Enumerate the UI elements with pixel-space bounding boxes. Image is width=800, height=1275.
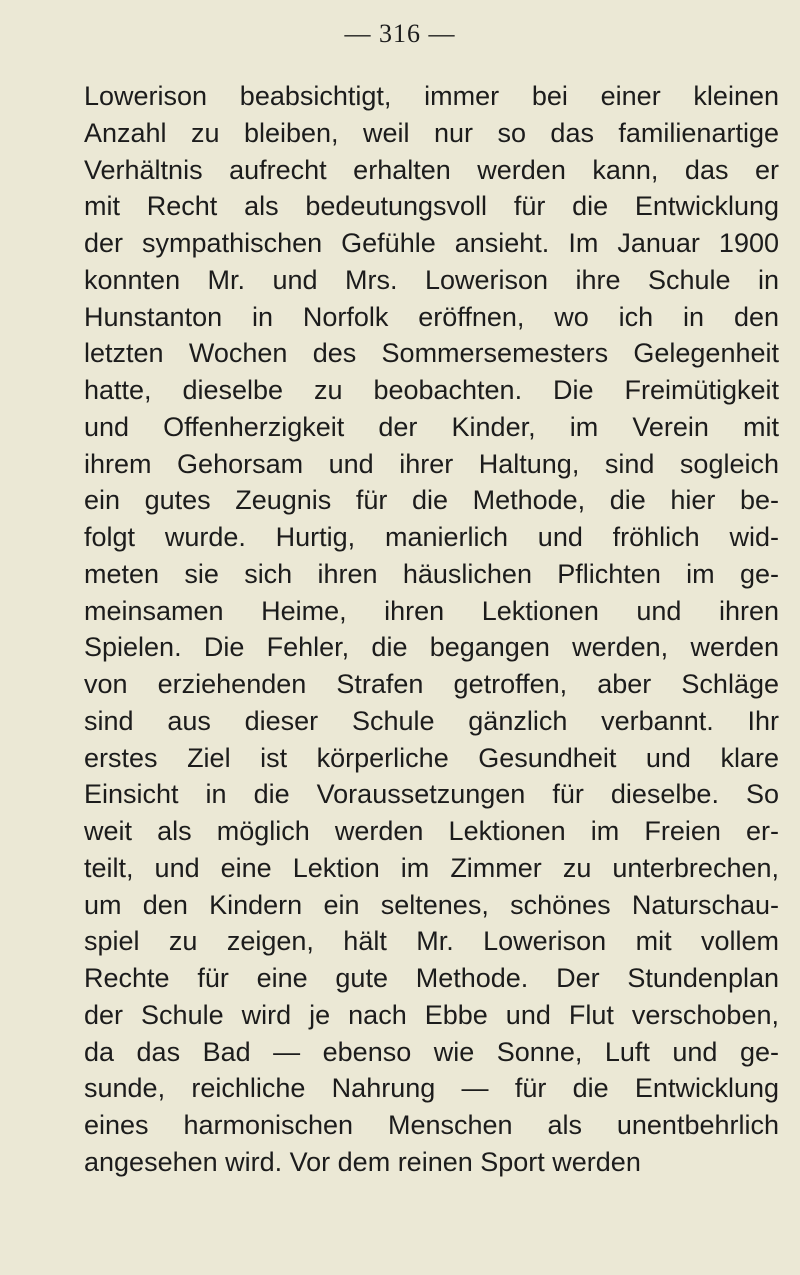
text-line: sunde, reichliche Nahrung — für die Entwicklung bbox=[84, 1073, 779, 1104]
text-line: spiel zu zeigen, hält Mr. Lowerison mit vollem bbox=[84, 926, 779, 957]
text-line: angesehen wird. Vor dem reinen Sport werden bbox=[84, 1146, 641, 1177]
text-line: meinsamen Heime, ihren Lektionen und ihren bbox=[84, 595, 779, 626]
text-line: meten sie sich ihren häuslichen Pflichten im ge- bbox=[84, 558, 779, 589]
page-number: — 316 — bbox=[344, 19, 456, 48]
text-line: um den Kindern ein seltenes, schönes Naturschau- bbox=[84, 889, 779, 920]
body-text bbox=[84, 78, 779, 1181]
text-line: und Offenherzigkeit der Kinder, im Verein mit bbox=[84, 411, 779, 442]
text-line: der sympathischen Gefühle ansieht. Im Januar 1900 bbox=[84, 228, 779, 258]
text-line: Spielen. Die Fehler, die begangen werden, werden bbox=[84, 632, 779, 663]
text-line: folgt wurde. Hurtig, manierlich und fröhlich wid- bbox=[84, 522, 779, 552]
text-line: Hunstanton in Norfolk eröffnen, wo ich in den bbox=[84, 301, 779, 332]
text-line: eines harmonischen Menschen als unentbehrlich bbox=[84, 1110, 779, 1140]
text-line: konnten Mr. und Mrs. Lowerison ihre Schule in bbox=[84, 264, 779, 295]
text-line: mit Recht als bedeutungsvoll für die Entwicklung bbox=[84, 191, 779, 222]
text-line: Rechte für eine gute Methode. Der Stundenplan bbox=[84, 963, 779, 993]
text-line: weit als möglich werden Lektionen im Freien er- bbox=[84, 816, 779, 846]
text-line: erstes Ziel ist körperliche Gesundheit und klare bbox=[84, 742, 779, 773]
text-line: letzten Wochen des Sommersemesters Gelegenheit bbox=[84, 338, 779, 369]
text-line: von erziehenden Strafen getroffen, aber Schläge bbox=[84, 669, 779, 699]
text-line: Lowerison beabsichtigt, immer bei einer kleinen bbox=[84, 81, 779, 111]
text-line: ihrem Gehorsam und ihrer Haltung, sind sogleich bbox=[84, 448, 779, 479]
text-line: da das Bad — ebenso wie Sonne, Luft und ge- bbox=[84, 1036, 779, 1067]
text-line: Verhältnis aufrecht erhalten werden kann, das er bbox=[84, 154, 779, 185]
text-line: teilt, und eine Lektion im Zimmer zu unterbrechen, bbox=[84, 852, 779, 883]
text-line: der Schule wird je nach Ebbe und Flut verschoben, bbox=[84, 999, 779, 1030]
text-line: ein gutes Zeugnis für die Methode, die hier be- bbox=[84, 485, 779, 516]
text-line: Anzahl zu bleiben, weil nur so das familienartige bbox=[84, 117, 779, 148]
text-line: Einsicht in die Voraussetzungen für dieselbe. So bbox=[84, 779, 779, 810]
text-line: sind aus dieser Schule gänzlich verbannt. Ihr bbox=[84, 705, 779, 736]
text-line: hatte, dieselbe zu beobachten. Die Freimütigkeit bbox=[84, 375, 779, 405]
